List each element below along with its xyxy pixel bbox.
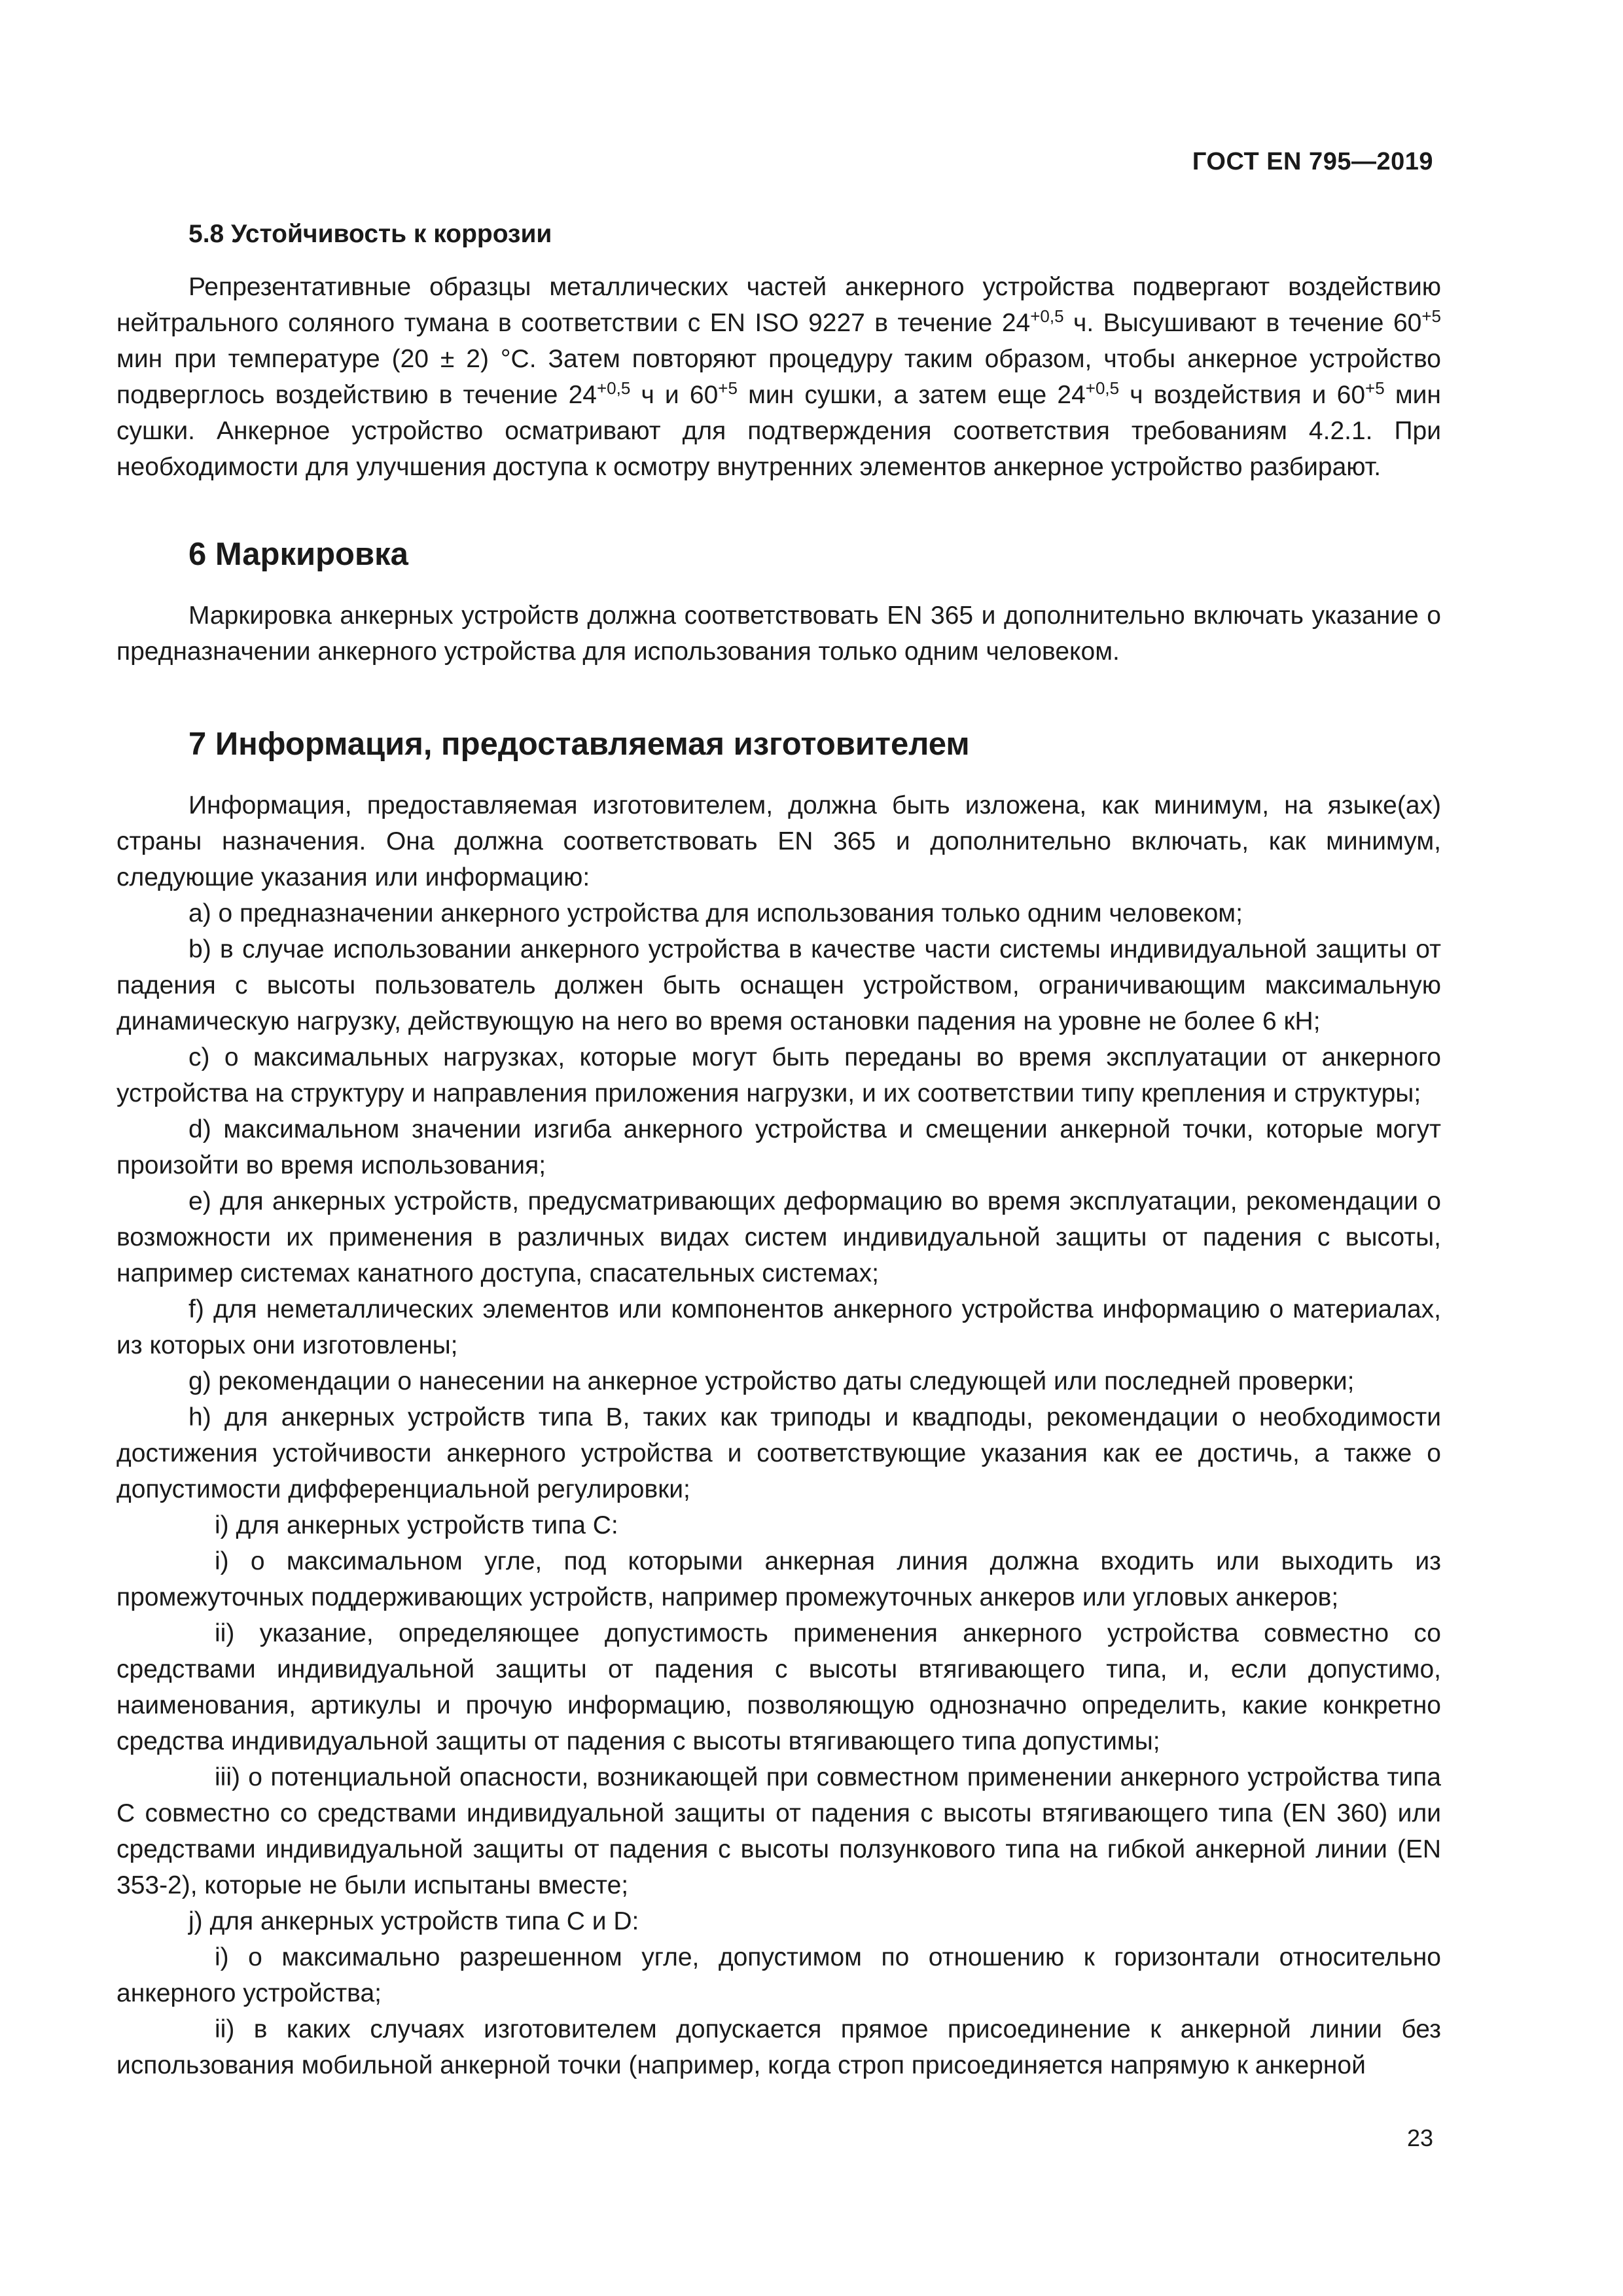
text-run: мин сушки. Анкерное устройство осматривают для подтверждения соответствия требованиям 4.2.1. При необходимости для улучшения доступа к осмотру внутренних элементов анкерное устройство разбирают.	[116, 381, 1441, 481]
text-run: Репрезентативные образцы металлических частей анкерного устройства подвергают воздействию нейтрального соляного тумана в соответствии с EN ISO 9227 в течение 24	[116, 273, 1441, 337]
list-item-a: a) о предназначении анкерного устройства для использования только одним человеком;	[188, 899, 1243, 927]
text-run: мин при температуре (20 ± 2) °C. Затем повторяют процедуру таким образом, чтобы анкерное устройство подверглось воздействию в течение 24	[116, 345, 1441, 409]
superscript: +5	[718, 378, 738, 398]
section-6-paragraph: Маркировка анкерных устройств должна соответствовать EN 365 и дополнительно включать указание о предназначении анкерного устройства для использования только одним человеком.	[116, 601, 1441, 666]
spacer	[116, 670, 1441, 725]
text-run: ч. Высушивают в течение 60	[1063, 309, 1422, 337]
list-item-h: h) для анкерных устройств типа B, таких как триподы и квадподы, рекомендации о необходимости достижения устойчивости анкерного устройства и соответствующие указания как ее достичь, а также о допустимости дифференциальной регулировки;	[116, 1403, 1441, 1503]
list-subitem-j-2: ii) в каких случаях изготовителем допускается прямое присоединение к анкерной линии без использования мобильной анкерной точки (например, когда строп присоединяется напрямую к анкерной	[116, 2015, 1441, 2079]
list-item-e: e) для анкерных устройств, предусматривающих деформацию во время эксплуатации, рекомендации о возможности их применения в различных видах систем индивидуальной защиты от падения с высоты, например системах канатного доступа, спасательных системах;	[116, 1187, 1441, 1287]
text-run: ч и 60	[630, 381, 719, 409]
standard-code: ГОСТ EN 795—2019	[1192, 148, 1433, 175]
superscript: +0,5	[596, 378, 631, 398]
spacer	[116, 485, 1441, 535]
list-item-g: g) рекомендации о нанесении на анкерное устройство даты следующей или последней проверки;	[188, 1367, 1355, 1395]
superscript: +5	[1365, 378, 1385, 398]
list-item-i: i) для анкерных устройств типа C:	[215, 1511, 618, 1539]
page-number: 23	[1406, 2125, 1433, 2151]
section-6-heading: 6 Маркировка	[188, 537, 408, 572]
section-7-intro: Информация, предоставляемая изготовителем, должна быть изложена, как минимум, на языке(ах) страны назначения. Она должна соответствовать EN 365 и дополнительно включать, как минимум, следующие указания или информацию:	[116, 791, 1441, 891]
superscript: +0,5	[1085, 378, 1120, 398]
list-subitem-i-3: iii) о потенциальной опасности, возникающей при совместном применении анкерного устройства типа C совместно со средствами индивидуальной защиты от падения с высоты втягивающего типа (EN 360) или средствами индивидуальной защиты от падения с высоты ползункового типа на гибкой анкерной линии (EN 353-2), которые не были испытаны вместе;	[116, 1763, 1441, 1899]
section-5-8-heading: 5.8 Устойчивость к коррозии	[188, 220, 552, 248]
page-content	[116, 216, 1441, 2083]
list-subitem-i-1: i) о максимальном угле, под которыми анкерная линия должна входить или выходить из промежуточных поддерживающих устройств, например промежуточных анкеров или угловых анкеров;	[116, 1547, 1441, 1611]
section-7-heading: 7 Информация, предоставляемая изготовителем	[188, 726, 970, 762]
list-item-d: d) максимальном значении изгиба анкерного устройства и смещении анкерной точки, которые могут произойти во время использования;	[116, 1115, 1441, 1179]
list-subitem-i-2: ii) указание, определяющее допустимость применения анкерного устройства совместно со средствами индивидуальной защиты от падения с высоты втягивающего типа, и, если допустимо, наименования, артикулы и прочую информацию, позволяющую однозначно определить, какие конкретно средства индивидуальной защиты от падения с высоты втягивающего типа допустимы;	[116, 1619, 1441, 1755]
superscript: +0,5	[1030, 306, 1064, 326]
section-5-8-paragraph	[116, 269, 1441, 485]
list-item-f: f) для неметаллических элементов или компонентов анкерного устройства информацию о материалах, из которых они изготовлены;	[116, 1295, 1441, 1359]
superscript: +5	[1421, 306, 1441, 326]
text-run: мин сушки, а затем еще 24	[737, 381, 1086, 409]
text-run: ч воздействия и 60	[1119, 381, 1366, 409]
list-subitem-j-1: i) о максимально разрешенном угле, допустимом по отношению к горизонтали относительно анкерного устройства;	[116, 1943, 1441, 2007]
list-item-c: c) о максимальных нагрузках, которые могут быть переданы во время эксплуатации от анкерного устройства на структуру и направления приложения нагрузки, и их соответствии типу крепления и структуры;	[116, 1043, 1441, 1107]
list-item-j: j) для анкерных устройств типа C и D:	[188, 1907, 639, 1935]
list-item-b: b) в случае использовании анкерного устройства в качестве части системы индивидуальной защиты от падения с высоты пользователь должен быть оснащен устройством, ограничивающим максимальную динамическую нагрузку, действующую на него во время остановки падения на уровне не более 6 кН;	[116, 935, 1441, 1035]
